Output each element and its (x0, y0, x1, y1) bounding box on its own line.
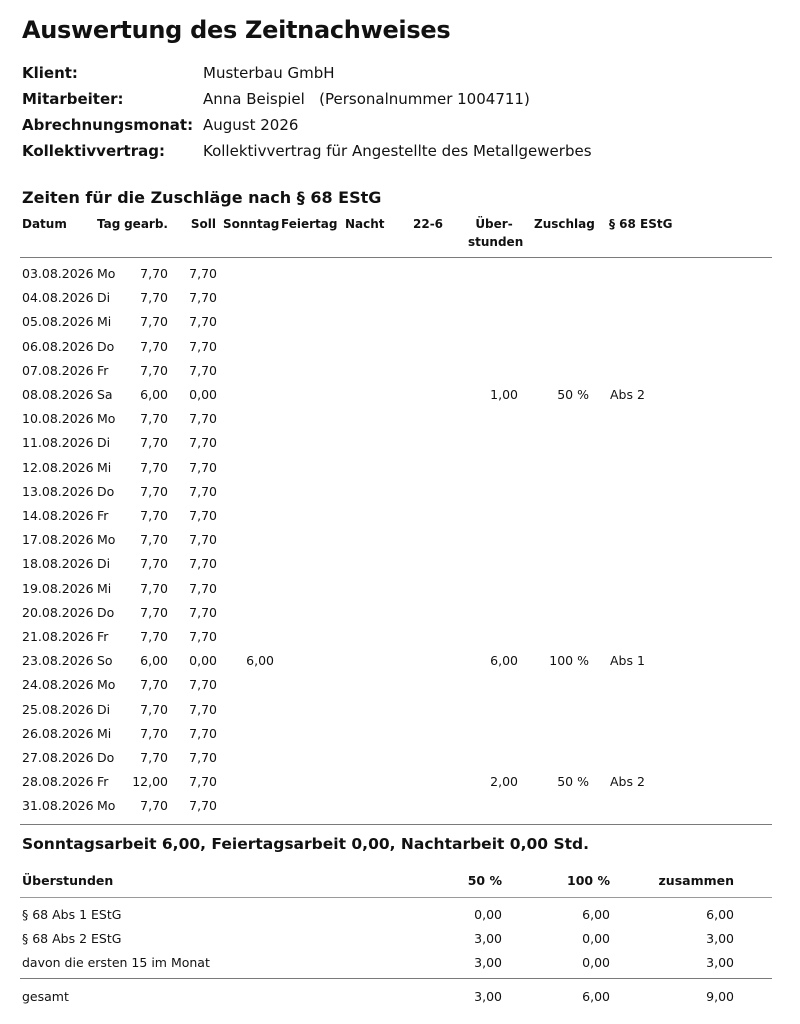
table-bottom-divider (20, 824, 772, 825)
cell-ueberstunden: 6,00 (490, 653, 518, 669)
cell-soll: 7,70 (189, 483, 217, 499)
table-row (0, 552, 800, 576)
col-header-tag: Tag (97, 217, 121, 231)
table-row (0, 528, 800, 552)
cell-tag: Mi (97, 459, 112, 475)
cell-tag: Fr (97, 629, 109, 644)
cell-datum: 23.08.2026 (22, 653, 94, 669)
cell-gearb: 7,70 (140, 629, 168, 644)
cell-datum: 03.08.2026 (22, 266, 94, 281)
cell-soll: 0,00 (189, 387, 217, 402)
overtime-row-label: § 68 Abs 2 EStG (22, 931, 122, 946)
overtime-header-total: zusammen (658, 873, 734, 888)
cell-gearb: 7,70 (140, 338, 168, 354)
table-row (0, 601, 800, 625)
col-header-ueberstunden-2: stunden (468, 235, 524, 249)
cell-tag: Di (97, 290, 111, 306)
overtime-row (0, 903, 800, 927)
cell-datum: 31.08.2026 (22, 798, 94, 814)
cell-tag: Mo (97, 266, 116, 281)
cell-tag: Di (97, 556, 111, 572)
cell-gearb: 7,70 (140, 362, 168, 378)
col-header-sonntag: Sonntag (223, 217, 280, 231)
meta-value-mitarbeiter: Anna Beispiel (Personalnummer 1004711) (203, 90, 530, 108)
cell-datum: 05.08.2026 (22, 314, 94, 330)
cell-tag: Mo (97, 532, 116, 548)
meta-value-klient: Musterbau GmbH (203, 64, 335, 82)
cell-soll: 7,70 (189, 266, 217, 281)
cell-tag: Mo (97, 798, 116, 814)
overtime-sum-row (0, 985, 800, 1009)
col-header-nacht: Nacht (345, 217, 385, 231)
overtime-row-50: 0,00 (474, 907, 502, 922)
cell-soll: 7,70 (189, 314, 217, 330)
table-row (0, 504, 800, 528)
page-title: Auswertung des Zeitnachweises (22, 16, 451, 44)
cell-tag: Di (97, 435, 111, 451)
overtime-row-100: 6,00 (582, 907, 610, 922)
cell-gearb: 7,70 (140, 435, 168, 451)
cell-datum: 06.08.2026 (22, 338, 94, 354)
cell-tag: Do (97, 483, 115, 499)
cell-soll: 7,70 (189, 629, 217, 644)
cell-gearb: 7,70 (140, 798, 168, 814)
cell-ueberstunden: 2,00 (490, 774, 518, 790)
col-header-feiertag: Feiertag (281, 217, 338, 231)
cell-gearb: 7,70 (140, 411, 168, 427)
cell-soll: 7,70 (189, 701, 217, 717)
overtime-sum-50: 3,00 (474, 989, 502, 1004)
overtime-header-100: 100 % (567, 873, 610, 888)
overtime-row-total: 3,00 (706, 931, 734, 946)
cell-gearb: 7,70 (140, 314, 168, 330)
cell-datum: 26.08.2026 (22, 725, 94, 741)
cell-datum: 28.08.2026 (22, 774, 94, 790)
cell-gearb: 7,70 (140, 483, 168, 499)
cell-soll: 7,70 (189, 604, 217, 620)
col-header-22-6: 22-6 (413, 217, 444, 231)
cell-soll: 0,00 (189, 653, 217, 669)
cell-tag: Mi (97, 725, 112, 741)
cell-soll: 7,70 (189, 459, 217, 475)
cell-tag: Fr (97, 508, 109, 523)
cell-soll: 7,70 (189, 580, 217, 596)
cell-gearb: 7,70 (140, 459, 168, 475)
cell-gearb: 7,70 (140, 725, 168, 741)
cell-soll: 7,70 (189, 532, 217, 548)
cell-soll: 7,70 (189, 290, 217, 306)
overtime-row-total: 6,00 (706, 907, 734, 922)
overtime-sum-label: gesamt (22, 989, 69, 1004)
section-title: Zeiten für die Zuschläge nach § 68 EStG (22, 188, 382, 207)
cell-datum: 25.08.2026 (22, 701, 94, 717)
table-row (0, 698, 800, 722)
cell-datum: 19.08.2026 (22, 580, 94, 596)
cell-datum: 14.08.2026 (22, 508, 94, 523)
cell-tag: Do (97, 338, 115, 354)
cell-datum: 27.08.2026 (22, 750, 94, 765)
overtime-sum-100: 6,00 (582, 989, 610, 1004)
cell-datum: 24.08.2026 (22, 677, 94, 693)
table-row (0, 746, 800, 770)
overtime-row (0, 951, 800, 975)
table-row (0, 456, 800, 480)
table-row (0, 335, 800, 359)
overtime-row-total: 3,00 (706, 955, 734, 970)
cell-soll: 7,70 (189, 774, 217, 790)
cell-tag: Sa (97, 387, 113, 402)
overtime-header-divider (20, 897, 772, 898)
cell-soll: 7,70 (189, 435, 217, 451)
cell-datum: 08.08.2026 (22, 387, 94, 402)
table-row (0, 770, 800, 794)
cell-gearb: 6,00 (140, 653, 168, 669)
cell-gearb: 7,70 (140, 750, 168, 765)
cell-soll: 7,70 (189, 677, 217, 693)
overtime-row-label: § 68 Abs 1 EStG (22, 907, 122, 922)
overtime-row-50: 3,00 (474, 955, 502, 970)
cell-datum: 07.08.2026 (22, 362, 94, 378)
col-header-datum: Datum (22, 217, 67, 231)
cell-datum: 13.08.2026 (22, 483, 94, 499)
cell-gearb: 7,70 (140, 532, 168, 548)
meta-label-mitarbeiter: Mitarbeiter: (22, 90, 124, 108)
col-header-gearb: gearb. (124, 217, 168, 231)
cell-zuschlag: 50 % (557, 774, 589, 790)
cell-estg: Abs 2 (610, 387, 645, 402)
overtime-row-50: 3,00 (474, 931, 502, 946)
cell-gearb: 7,70 (140, 266, 168, 281)
cell-datum: 21.08.2026 (22, 629, 94, 644)
cell-tag: So (97, 653, 113, 669)
table-row (0, 359, 800, 383)
col-header-estg: § 68 EStG (609, 217, 673, 231)
cell-datum: 04.08.2026 (22, 290, 94, 306)
header-divider (20, 257, 772, 258)
table-row (0, 625, 800, 649)
cell-soll: 7,70 (189, 798, 217, 814)
table-row (0, 431, 800, 455)
cell-tag: Fr (97, 362, 109, 378)
cell-datum: 20.08.2026 (22, 604, 94, 620)
cell-soll: 7,70 (189, 411, 217, 427)
cell-datum: 11.08.2026 (22, 435, 94, 451)
cell-gearb: 7,70 (140, 556, 168, 572)
cell-estg: Abs 2 (610, 774, 645, 790)
overtime-row (0, 927, 800, 951)
meta-label-abrechnungsmonat: Abrechnungsmonat: (22, 116, 194, 134)
cell-soll: 7,70 (189, 556, 217, 572)
cell-gearb: 7,70 (140, 580, 168, 596)
table-row (0, 480, 800, 504)
table-row (0, 577, 800, 601)
cell-sonntag: 6,00 (246, 653, 274, 669)
cell-estg: Abs 1 (610, 653, 645, 669)
table-row (0, 407, 800, 431)
meta-label-klient: Klient: (22, 64, 78, 82)
overtime-sum-total: 9,00 (706, 989, 734, 1004)
cell-datum: 12.08.2026 (22, 459, 94, 475)
cell-datum: 17.08.2026 (22, 532, 94, 548)
table-row (0, 262, 800, 286)
cell-zuschlag: 100 % (549, 653, 589, 669)
meta-value-abrechnungsmonat: August 2026 (203, 116, 299, 134)
meta-label-kollektivvertrag: Kollektivvertrag: (22, 142, 165, 160)
cell-soll: 7,70 (189, 750, 217, 765)
cell-gearb: 7,70 (140, 701, 168, 717)
cell-gearb: 12,00 (132, 774, 168, 790)
table-row (0, 310, 800, 334)
table-row (0, 722, 800, 746)
cell-datum: 10.08.2026 (22, 411, 94, 427)
cell-datum: 18.08.2026 (22, 556, 94, 572)
overtime-header-label: Überstunden (22, 873, 114, 888)
cell-tag: Mo (97, 677, 116, 693)
cell-gearb: 7,70 (140, 508, 168, 523)
table-row (0, 673, 800, 697)
table-row (0, 794, 800, 818)
cell-soll: 7,70 (189, 362, 217, 378)
cell-ueberstunden: 1,00 (490, 387, 518, 402)
cell-soll: 7,70 (189, 725, 217, 741)
cell-tag: Fr (97, 774, 109, 790)
cell-tag: Do (97, 604, 115, 620)
table-row (0, 383, 800, 407)
cell-soll: 7,70 (189, 338, 217, 354)
cell-gearb: 7,70 (140, 290, 168, 306)
cell-gearb: 6,00 (140, 387, 168, 402)
overtime-total-divider (20, 978, 772, 979)
col-header-soll: Soll (190, 217, 216, 231)
cell-zuschlag: 50 % (557, 387, 589, 402)
cell-gearb: 7,70 (140, 604, 168, 620)
summary-line: Sonntagsarbeit 6,00, Feiertagsarbeit 0,00, Nachtarbeit 0,00 Std. (22, 835, 590, 853)
cell-tag: Mo (97, 411, 116, 427)
cell-tag: Mi (97, 314, 112, 330)
col-header-zuschlag: Zuschlag (534, 217, 595, 231)
table-row (0, 286, 800, 310)
cell-gearb: 7,70 (140, 677, 168, 693)
col-header-ueberstunden-1: Über- (475, 217, 513, 231)
overtime-row-label: davon die ersten 15 im Monat (22, 955, 210, 970)
meta-value-kollektivvertrag: Kollektivvertrag für Angestellte des Metallgewerbes (203, 142, 592, 160)
cell-soll: 7,70 (189, 508, 217, 523)
table-row (0, 649, 800, 673)
overtime-row-100: 0,00 (582, 931, 610, 946)
cell-tag: Mi (97, 580, 112, 596)
overtime-row-100: 0,00 (582, 955, 610, 970)
cell-tag: Do (97, 750, 115, 765)
cell-tag: Di (97, 701, 111, 717)
overtime-header-50: 50 % (467, 873, 502, 888)
